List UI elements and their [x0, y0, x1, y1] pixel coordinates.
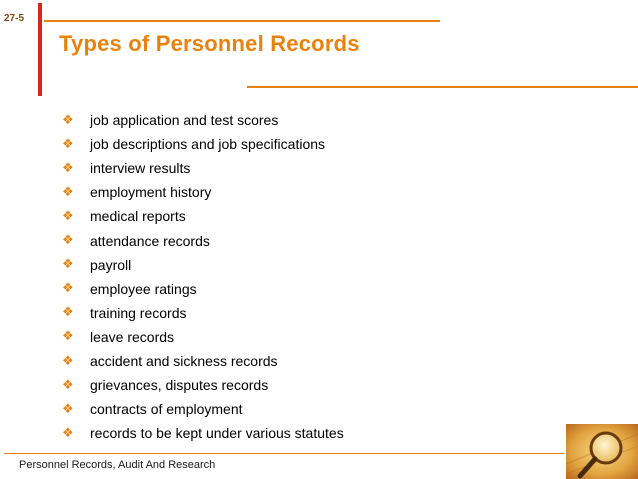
diamond-four-dots-icon: ❖	[62, 160, 74, 176]
diamond-four-dots-icon: ❖	[62, 112, 74, 128]
bullet-item	[62, 351, 278, 371]
bullet-item	[62, 327, 174, 347]
slide-number: 27-5	[4, 13, 25, 24]
bullet-text: medical reports	[90, 208, 186, 225]
magnifying-glass-icon	[566, 424, 638, 479]
bullet-item	[62, 158, 190, 178]
footer-text: Personnel Records, Audit And Research	[19, 459, 216, 471]
bullet-text: contracts of employment	[90, 401, 243, 418]
bullet-text: grievances, disputes records	[90, 377, 269, 394]
title-underline-rule	[247, 86, 638, 88]
bullet-text: accident and sickness records	[90, 353, 278, 369]
bullet-text: interview results	[90, 160, 191, 177]
bullet-text: job application and test scores	[90, 112, 279, 128]
bullet-item	[62, 423, 344, 443]
footer-rule	[4, 453, 564, 454]
top-rule	[44, 20, 440, 22]
bullet-text: employee ratings	[90, 280, 197, 297]
diamond-four-dots-icon: ❖	[62, 353, 74, 369]
bullet-text: job descriptions and job specifications	[90, 136, 326, 153]
bullet-text: attendance records	[90, 232, 210, 249]
diamond-four-dots-icon: ❖	[62, 208, 74, 224]
bullet-item	[62, 231, 210, 251]
diamond-four-dots-icon: ❖	[62, 281, 74, 297]
bullet-item	[62, 182, 211, 202]
bullet-item	[62, 303, 187, 323]
diamond-four-dots-icon: ❖	[62, 425, 74, 441]
bullet-text: payroll	[90, 256, 132, 273]
bullet-item	[62, 134, 325, 154]
diamond-four-dots-icon: ❖	[62, 184, 74, 200]
diamond-four-dots-icon: ❖	[62, 377, 74, 393]
slide-title: Types of Personnel Records	[59, 31, 360, 56]
diamond-four-dots-icon: ❖	[62, 136, 74, 152]
bullet-item	[62, 279, 197, 299]
diamond-four-dots-icon: ❖	[62, 257, 74, 273]
bullet-text: training records	[90, 304, 187, 321]
bullet-item	[62, 255, 131, 275]
bullet-text: leave records	[90, 328, 175, 345]
bullet-item	[62, 399, 243, 419]
bullet-item	[62, 206, 186, 226]
bullet-text: records to be kept under various statutes	[90, 425, 344, 442]
left-accent-bar	[38, 3, 42, 96]
diamond-four-dots-icon: ❖	[62, 401, 74, 417]
bullet-item	[62, 110, 278, 130]
diamond-four-dots-icon: ❖	[62, 233, 74, 248]
bullet-text: employment history	[90, 184, 212, 201]
bullet-item	[62, 375, 268, 395]
diamond-four-dots-icon: ❖	[62, 305, 74, 321]
diamond-four-dots-icon: ❖	[62, 329, 74, 345]
